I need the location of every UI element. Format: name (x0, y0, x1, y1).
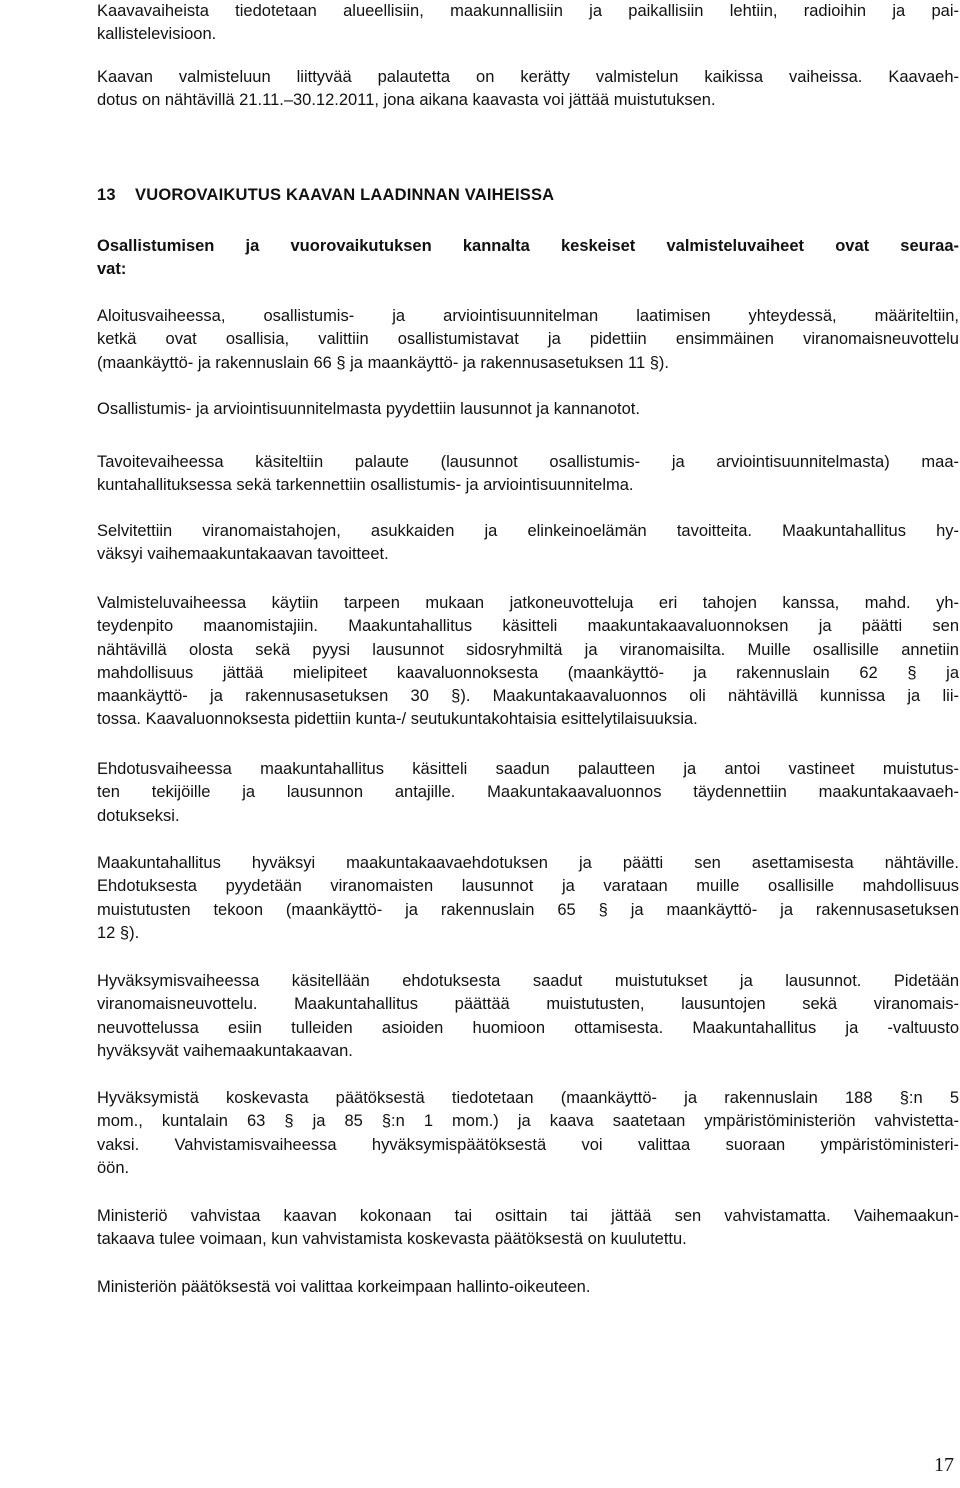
section-number: 13 (97, 186, 116, 204)
text-line: ten tekijöille ja lausunnon antajille. Maakuntakaavaluonnos täydennettiin maakuntakaavaeh- (97, 783, 959, 802)
intro-paragraph-2 (97, 66, 959, 113)
paragraph-valmisteluvaihe (97, 592, 959, 732)
section-subheading (97, 235, 959, 282)
text-line: väksyi vaihemaakuntakaavan tavoitteet. (97, 545, 389, 564)
text-line: Ministeriön päätöksestä voi valittaa korkeimpaan hallinto-oikeuteen. (97, 1278, 591, 1296)
text-line: Ministeriö vahvistaa kaavan kokonaan tai osittain tai jättää sen vahvistamatta. Vaihemaakun- (97, 1207, 959, 1225)
section-heading (97, 186, 554, 205)
text-line: mahdollisuus jättää mielipiteet kaavaluonnoksesta (maankäyttö- ja rakennuslain 62 § ja (97, 663, 959, 682)
text-line: nähtävillä olosta sekä pyysi lausunnot sidosryhmiltä ja viranomaisilta. Muille osallisille annetiin (97, 640, 959, 659)
text-line: Aloitusvaiheessa, osallistumis- ja arviointisuunnitelman laatimisen yhteydessä, määriteltiin, (97, 307, 959, 325)
text-line: kallistelevisioon. (97, 25, 217, 44)
paragraph-tiedottaminen (97, 1087, 959, 1180)
text-line: Valmisteluvaiheessa käytiin tarpeen mukaan jatkoneuvotteluja eri tahojen kanssa, mahd. yh- (97, 594, 959, 612)
text-line: Tavoitevaiheessa käsiteltiin palaute (lausunnot osallistumis- ja arviointisuunnitelmasta) maa- (97, 453, 959, 471)
text-line: mom., kuntalain 63 § ja 85 §:n 1 mom.) ja kaava saatetaan ympäristöministeriön vahvistetta- (97, 1112, 959, 1131)
text-line: Hyväksymistä koskevasta päätöksestä tiedotetaan (maankäyttö- ja rakennuslain 188 §:n 5 (97, 1089, 959, 1107)
text-line: takaava tulee voimaan, kun vahvistamista koskevasta päätöksestä on kuulutettu. (97, 1230, 687, 1249)
text-line: vaksi. Vahvistamisvaiheessa hyväksymispäätöksestä voi valittaa suoraan ympäristöministeri- (97, 1135, 959, 1154)
paragraph-hyvaksymisvaihe (97, 970, 959, 1063)
text-line: neuvottelussa esiin tulleiden asioiden huomioon ottamisesta. Maakuntahallitus ja -valtuusto (97, 1018, 959, 1037)
text-line: Hyväksymisvaiheessa käsitellään ehdotuksesta saadut muistutukset ja lausunnot. Pidetään (97, 972, 959, 990)
text-line: Kaavan valmisteluun liittyvää palautetta on kerätty valmistelun kaikissa vaiheissa. Kaavaeh- (97, 68, 959, 86)
text-line: maankäyttö- ja rakennusasetuksen 30 §). Maakuntakaavaluonnos oli nähtävillä kunnissa ja lii- (97, 687, 959, 706)
text-line: teydenpito maanomistajiin. Maakuntahallitus käsitteli maakuntakaavaluonnoksen ja päätti sen (97, 617, 959, 636)
paragraph-ehdotusvaihe (97, 758, 959, 828)
paragraph-tavoitevaihe (97, 451, 959, 498)
paragraph-lausunnot (97, 398, 959, 421)
text-line: 12 §). (97, 923, 140, 942)
paragraph-aloitusvaihe (97, 305, 959, 375)
text-line: Selvitettiin viranomaistahojen, asukkaiden ja elinkeinoelämän tavoitteita. Maakuntahallitus hy- (97, 522, 959, 540)
text-line: viranomaisneuvottelu. Maakuntahallitus päättää muistutusten, lausuntojen sekä viranomais- (97, 995, 959, 1014)
page-number: 17 (934, 1454, 954, 1476)
text-line: Kaavavaiheista tiedotetaan alueellisiin, maakunnallisiin ja paikallisiin lehtiin, radioihin ja pai- (97, 2, 959, 20)
text-line: Maakuntahallitus hyväksyi maakuntakaavaehdotuksen ja päätti sen asettamisesta nähtäville. (97, 854, 959, 872)
paragraph-valitus (97, 1276, 959, 1299)
text-line: Osallistumis- ja arviointisuunnitelmasta pyydettiin lausunnot ja kannanotot. (97, 400, 640, 418)
text-line: ketkä ovat osallisia, valittiin osallistumistavat ja pidettiin ensimmäinen viranomaisneuvottelu (97, 330, 959, 349)
intro-paragraph-1 (97, 0, 959, 47)
paragraph-tavoitteet (97, 520, 959, 567)
text-line: dotus on nähtävillä 21.11.–30.12.2011, jona aikana kaavasta voi jättää muistutuksen. (97, 91, 716, 110)
text-line: hyväksyvät vaihemaakuntakaavan. (97, 1041, 353, 1060)
text-line: vat: (97, 260, 127, 279)
section-title: VUOROVAIKUTUS KAAVAN LAADINNAN VAIHEISSA (135, 186, 555, 204)
paragraph-vahvistaminen (97, 1205, 959, 1252)
text-line: tossa. Kaavaluonnoksesta pidettiin kunta-/ seutukuntakohtaisia esittelytilaisuuksia. (97, 710, 698, 729)
text-line: öön. (97, 1158, 130, 1177)
text-line: (maankäyttö- ja rakennuslain 66 § ja maankäyttö- ja rakennusasetuksen 11 §). (97, 353, 670, 372)
text-line: dotukseksi. (97, 806, 180, 825)
text-line: Ehdotuksesta pyydetään viranomaisten lausunnot ja varataan muille osallisille mahdollisuus (97, 877, 959, 896)
text-line: kuntahallituksessa sekä tarkennettiin osallistumis- ja arviointisuunnitelma. (97, 476, 634, 495)
paragraph-ehdotus-hyvaksynta (97, 852, 959, 945)
text-line: Ehdotusvaiheessa maakuntahallitus käsitteli saadun palautteen ja antoi vastineet muistutus- (97, 760, 959, 778)
text-line: muistutusten tekoon (maankäyttö- ja rakennuslain 65 § ja maankäyttö- ja rakennusasetuksen (97, 900, 959, 919)
text-line: Osallistumisen ja vuorovaikutuksen kannalta keskeiset valmisteluvaiheet ovat seuraa- (97, 237, 959, 255)
